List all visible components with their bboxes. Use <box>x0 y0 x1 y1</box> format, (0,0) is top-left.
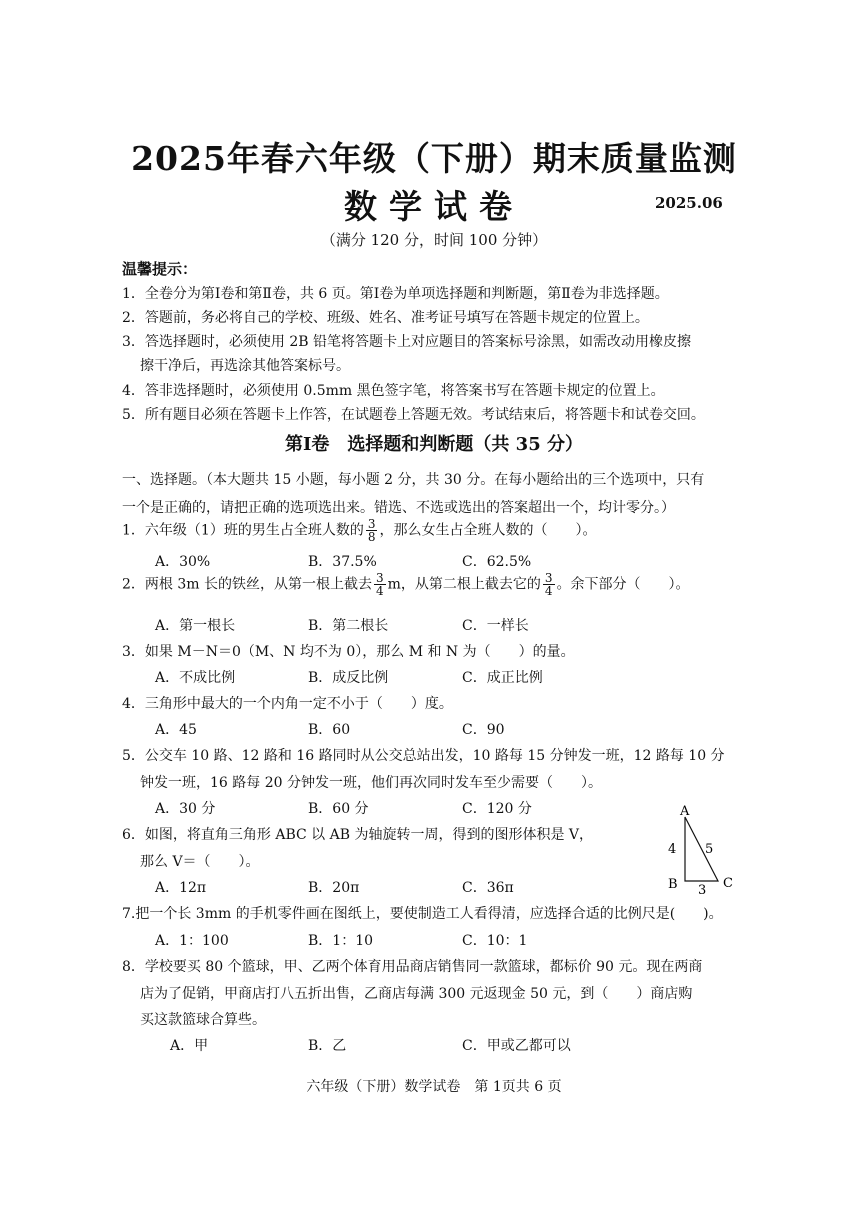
question-3: 3．如果 M－N＝0（M、N 均不为 0），那么 M 和 N 为（ ）的量。 <box>122 644 575 660</box>
fraction <box>366 518 378 543</box>
question-7: 7.把一个长 3mm 的手机零件画在图纸上，要使制造工人看得清，应选择合适的比例尺是( )。 <box>122 906 723 922</box>
fraction <box>543 572 555 597</box>
tip-item: 4．答非选择题时，必须使用 0.5mm 黑色签字笔，将答案书写在答题卡规定的位置上。 <box>122 383 665 399</box>
fraction-denominator: 4 <box>376 584 384 598</box>
tip-item: 2．答题前，务必将自己的学校、班级、姓名、准考证号填写在答题卡规定的位置上。 <box>122 310 649 326</box>
option-b: B．第二根长 <box>308 618 389 634</box>
exam-meta: （满分 120 分，时间 100 分钟） <box>320 231 548 249</box>
option-b: B．成反比例 <box>308 670 389 686</box>
section-heading: 第Ⅰ卷 选择题和判断题（共 35 分） <box>284 434 583 455</box>
side-ab-length: 4 <box>668 842 677 857</box>
option-a: A．第一根长 <box>155 618 236 634</box>
fraction-denominator: 8 <box>367 530 376 544</box>
question-2 <box>122 572 690 597</box>
option-c: C．一样长 <box>462 618 529 634</box>
fraction-numerator: 3 <box>544 571 553 585</box>
option-a: A．30 分 <box>155 801 216 817</box>
option-b: B．20π <box>308 880 360 896</box>
question-8-cont: 买这款篮球合算些。 <box>140 1012 266 1028</box>
exam-subtitle: 数学试卷 <box>344 187 524 226</box>
tip-item: 擦干净后，再选涂其他答案标号。 <box>140 358 350 374</box>
vertex-b: B <box>668 877 678 892</box>
tip-item: 5．所有题目必须在答题卡上作答，在试题卷上答题无效。考试结束后，将答题卡和试卷交回。 <box>122 407 705 423</box>
tips-heading: 温馨提示： <box>122 260 198 278</box>
option-c: C．成正比例 <box>462 670 543 686</box>
vertex-a: A <box>680 805 690 819</box>
question-text: ，那么女生占全班人数的（ ）。 <box>379 522 597 539</box>
question-text: m，从第二根上截去它的 <box>387 576 541 593</box>
page-footer: 六年级（下册）数学试卷 第 1页共 6 页 <box>306 1079 562 1095</box>
option-a: A．12π <box>155 880 207 896</box>
question-8-cont: 店为了促销，甲商店打八五折出售，乙商店每满 300 元返现金 50 元，到（ ）商店购 <box>140 986 693 1002</box>
option-b: B．60 <box>308 722 351 738</box>
part1-intro: 一个是正确的，请把正确的选项选出来。错选、不选或选出的答案超出一个，均计零分。） <box>122 500 675 516</box>
option-a: A．不成比例 <box>155 670 236 686</box>
vertex-c: C <box>723 876 733 891</box>
option-c: C．62.5% <box>462 554 532 570</box>
question-4: 4．三角形中最大的一个内角一定不小于（ ）度。 <box>122 696 453 712</box>
question-text: 2．两根 3m 长的铁丝，从第一根上截去 <box>122 576 372 593</box>
side-ac-length: 5 <box>705 842 714 857</box>
question-8: 8．学校要买 80 个篮球，甲、乙两个体育用品商店销售同一款篮球，都标价 90 元。现在两商 <box>122 959 703 975</box>
option-a: A．甲 <box>170 1038 209 1054</box>
exam-title: 2025年春六年级（下册）期末质量监测 <box>131 139 737 178</box>
fraction-numerator: 3 <box>376 571 384 585</box>
option-b: B．1：10 <box>308 933 374 949</box>
option-b: B．乙 <box>308 1038 347 1054</box>
question-text: 1．六年级（1）班的男生占全班人数的 <box>122 522 364 539</box>
option-a: A．45 <box>155 722 197 738</box>
question-5-cont: 钟发一班，16 路每 20 分钟发一班，他们再次同时发车至少需要（ ）。 <box>140 775 602 791</box>
side-bc-length: 3 <box>698 883 707 895</box>
option-c: C．甲或乙都可以 <box>462 1038 571 1054</box>
option-c: C．10：1 <box>462 933 528 949</box>
option-c: C．90 <box>462 722 505 738</box>
option-b: B．37.5% <box>308 554 377 570</box>
question-5: 5．公交车 10 路、12 路和 16 路同时从公交总站出发，10 路每 15 分钟发一班，12 路每 10 分 <box>122 748 725 764</box>
tip-item: 3．答选择题时，必须使用 2B 铅笔将答题卡上对应题目的答案标号涂黑，如需改动用橡皮擦 <box>122 334 692 350</box>
question-6-cont: 那么 V＝（ ）。 <box>140 854 260 870</box>
option-c: C．36π <box>462 880 514 896</box>
option-b: B．60 分 <box>308 801 369 817</box>
exam-date: 2025.06 <box>655 194 723 212</box>
option-c: C．120 分 <box>462 801 532 817</box>
fraction-denominator: 4 <box>544 584 553 598</box>
tip-item: 1．全卷分为第Ⅰ卷和第Ⅱ卷，共 6 页。第Ⅰ卷为单项选择题和判断题，第Ⅱ卷为非选择题。 <box>122 286 669 302</box>
option-a: A．30% <box>155 554 211 570</box>
triangle-figure <box>660 805 750 895</box>
question-6: 6．如图，将直角三角形 ABC 以 AB 为轴旋转一周，得到的图形体积是 V， <box>122 827 594 843</box>
fraction-numerator: 3 <box>367 517 376 531</box>
question-1 <box>122 518 596 543</box>
option-a: A．1：100 <box>155 933 229 949</box>
fraction <box>374 572 386 597</box>
part1-intro: 一、选择题。（本大题共 15 小题，每小题 2 分，共 30 分。在每小题给出的三个选项中，只有 <box>122 472 705 488</box>
question-text: 。余下部分（ ）。 <box>556 576 690 593</box>
